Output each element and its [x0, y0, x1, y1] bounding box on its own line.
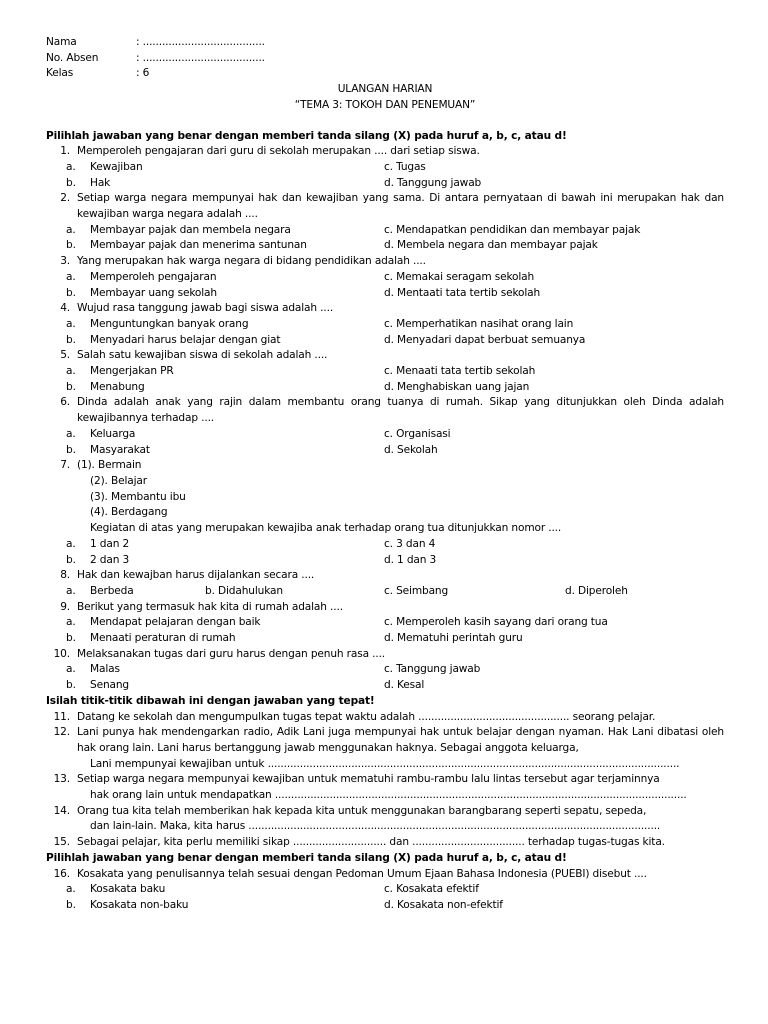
question-3: 3. Yang merupakan hak warga negara di bidang pendidikan adalah .... [60, 255, 426, 268]
question-7-item-2: (2). Belajar [90, 474, 147, 487]
question-10-options: a. Malas c. Tanggung jawab b. Senang d. Kesal [46, 662, 724, 693]
option-d: d. Mentaati tata tertib sekolah [384, 286, 541, 299]
question-4: 4. Wujud rasa tanggung jawab bagi siswa adalah .... [60, 302, 334, 315]
question-3-options: a. Memperoleh pengajaran c. Memakai seragam sekolah b. Membayar uang sekolah d. Mentaati tata tertib sekolah [46, 270, 724, 301]
question-16-options: a. Kosakata baku c. Kosakata efektif b. Kosakata non-baku d. Kosakata non-efektif [46, 882, 724, 913]
option-b: Menabung [90, 380, 145, 393]
page-subtitle: “TEMA 3: TOKOH DAN PENEMUAN” [294, 98, 476, 111]
option-c: c. Seimbang [384, 584, 449, 597]
option-a: Malas [90, 663, 120, 676]
option-c: c. Menaati tata tertib sekolah [384, 365, 536, 378]
option-a: Mengerjakan PR [90, 365, 174, 378]
option-c: c. Organisasi [384, 427, 451, 440]
option-b: Menyadari harus belajar dengan giat [90, 333, 281, 346]
question-7-item-4: (4). Berdagang [90, 506, 168, 519]
question-5: 5. Salah satu kewajiban siswa di sekolah adalah .... [60, 349, 328, 362]
option-d: d. Kesal [384, 679, 425, 692]
option-a: Keluarga [90, 427, 136, 440]
option-d: d. Membela negara dan membayar pajak [384, 239, 598, 252]
question-7-options: a. 1 dan 2 c. 3 dan 4 b. 2 dan 3 d. 1 dan 3 [46, 537, 724, 568]
question-11: 11. Datang ke sekolah dan mengumpulkan tugas tepat waktu adalah ............................................... seorang pelajar. [53, 710, 656, 723]
option-c: c. 3 dan 4 [384, 537, 436, 550]
option-b: 2 dan 3 [90, 553, 130, 566]
option-a: Mendapat pelajaran dengan baik [90, 616, 261, 629]
option-b: Membayar uang sekolah [90, 286, 217, 299]
question-13: 13. Setiap warga negara mempunyai kewajiban untuk mematuhi rambu-rambu lalu lintas tersebut agar terjaminnya [53, 773, 660, 786]
option-d: d. Menyadari dapat berbuat semuanya [384, 333, 586, 346]
option-b: Kosakata non-baku [90, 898, 189, 911]
option-b: Membayar pajak dan menerima santunan [90, 239, 307, 252]
question-15: 15. Sebagai pelajar, kita perlu memiliki sikap ............................. dan ................................... terhadap tugas-tugas kita. [53, 836, 665, 849]
section-instruction-3: Pilihlah jawaban yang benar dengan memberi tanda silang (X) pada huruf a, b, c, atau d! [46, 851, 567, 864]
question-9-options: a. Mendapat pelajaran dengan baik c. Memperoleh kasih sayang dari orang tua b. Menaati peraturan di rumah d. Mematuhi perintah guru [46, 615, 724, 646]
question-14-blank: dan lain-lain. Maka, kita harus ................................................................................................................................ [90, 820, 661, 833]
absen-label: No. Absen [46, 51, 99, 64]
option-a: Berbeda [90, 584, 134, 597]
option-d: d. Tanggung jawab [384, 176, 482, 189]
question-16: 16. Kosakata yang penulisannya telah sesuai dengan Pedoman Umum Ejaan Bahasa Indonesia (PUEBI) disebut .... [53, 867, 647, 880]
section-instruction-1: Pilihlah jawaban yang benar dengan memberi tanda silang (X) pada huruf a, b, c, atau d! [46, 129, 567, 142]
option-b: Senang [90, 679, 129, 692]
option-b: Masyarakat [90, 443, 150, 456]
absen-field: : ...................................... [136, 51, 265, 64]
option-d: d. Mematuhi perintah guru [384, 632, 523, 645]
option-c: c. Memperoleh kasih sayang dari orang tua [384, 616, 608, 629]
option-c: c. Mendapatkan pendidikan dan membayar pajak [384, 223, 641, 236]
option-c: c. Memakai seragam sekolah [384, 270, 535, 283]
question-4-options: a. Menguntungkan banyak orang c. Memperhatikan nasihat orang lain b. Menyadari harus belajar dengan giat d. Menyadari dapat berbuat semuanya [46, 317, 724, 348]
question-8: 8. Hak dan kewajban harus dijalankan secara .... [60, 569, 315, 582]
option-d: d. Sekolah [384, 443, 438, 456]
question-6: 6. Dinda adalah anak yang rajin dalam membantu orang tuanya di rumah. Sikap yang ditunjukkan oleh Dinda adalah kewajibannya terhadap .... [60, 396, 724, 425]
option-c: c. Memperhatikan nasihat orang lain [384, 317, 574, 330]
kelas-field: : 6 [136, 67, 150, 80]
question-14: 14. Orang tua kita telah memberikan hak kepada kita untuk menggunakan barangbarang seperti sepatu, sepeda, [53, 804, 647, 817]
page-title: ULANGAN HARIAN [337, 83, 433, 96]
option-d: d. Diperoleh [565, 584, 628, 597]
option-c: c. Tanggung jawab [384, 663, 481, 676]
option-a: Membayar pajak dan membela negara [90, 223, 291, 236]
question-12-blank: Lani mempunyai kewajiban untuk ................................................................................................................................ [90, 757, 680, 770]
nama-label: Nama [46, 36, 77, 48]
option-b: Menaati peraturan di rumah [90, 632, 236, 645]
option-a: Memperoleh pengajaran [90, 270, 217, 283]
section-instruction-2: Isilah titik-titik dibawah ini dengan jawaban yang tepat! [46, 694, 375, 707]
question-6-options: a. Keluarga c. Organisasi b. Masyarakat d. Sekolah [46, 427, 724, 458]
question-7-item-3: (3). Membantu ibu [90, 490, 186, 503]
question-5-options: a. Mengerjakan PR c. Menaati tata tertib sekolah b. Menabung d. Menghabiskan uang jajan [46, 364, 724, 395]
option-b: Hak [90, 176, 111, 189]
question-8-options: a. Berbeda b. Didahulukan c. Seimbang d. Diperoleh [46, 584, 724, 600]
question-7: 7. (1). Bermain [60, 459, 142, 472]
nama-field: : ...................................... [136, 36, 265, 48]
option-a: Kosakata baku [90, 883, 166, 896]
question-9: 9. Berikut yang termasuk hak kita di rumah adalah .... [60, 600, 343, 613]
option-c: c. Tugas [384, 160, 426, 173]
option-d: d. Menghabiskan uang jajan [384, 380, 530, 393]
option-c: c. Kosakata efektif [384, 883, 479, 896]
question-12: 12. Lani punya hak mendengarkan radio, Adik Lani juga mempunyai hak untuk belajar dengan nyaman. Hak Lani dibatasi oleh hak orang lain. Lani harus bertanggung jawab menggunakan haknya. Sebagai anggota keluarga, [53, 726, 724, 754]
student-info [46, 35, 724, 82]
kelas-label: Kelas [46, 67, 74, 80]
option-b: b. Didahulukan [205, 584, 283, 597]
question-1-options: a. Kewajiban c. Tugas b. Hak d. Tanggung jawab [46, 160, 724, 191]
question-10: 10. Melaksanakan tugas dari guru harus dengan penuh rasa .... [53, 647, 386, 660]
question-1: 1. Memperoleh pengajaran dari guru di sekolah merupakan .... dari setiap siswa. [60, 145, 480, 158]
option-a: 1 dan 2 [90, 537, 130, 550]
option-a: Menguntungkan banyak orang [90, 317, 249, 330]
question-7-stem: Kegiatan di atas yang merupakan kewajiba anak terhadap orang tua ditunjukkan nomor .... [90, 522, 562, 535]
option-a: Kewajiban [90, 160, 143, 173]
question-2-options: a. Membayar pajak dan membela negara c. Mendapatkan pendidikan dan membayar pajak b. Membayar pajak dan menerima santunan d. Membela negara dan membayar pajak [46, 223, 724, 254]
question-13-blank: hak orang lain untuk mendapatkan ................................................................................................................................ [90, 789, 687, 802]
question-2: 2. Setiap warga negara mempunyai hak dan kewajiban yang sama. Di antara pernyataan di bawah ini merupakan hak dan kewajiban warga negara adalah .... [60, 192, 724, 221]
option-d: d. 1 dan 3 [384, 553, 437, 566]
option-d: d. Kosakata non-efektif [384, 898, 503, 911]
